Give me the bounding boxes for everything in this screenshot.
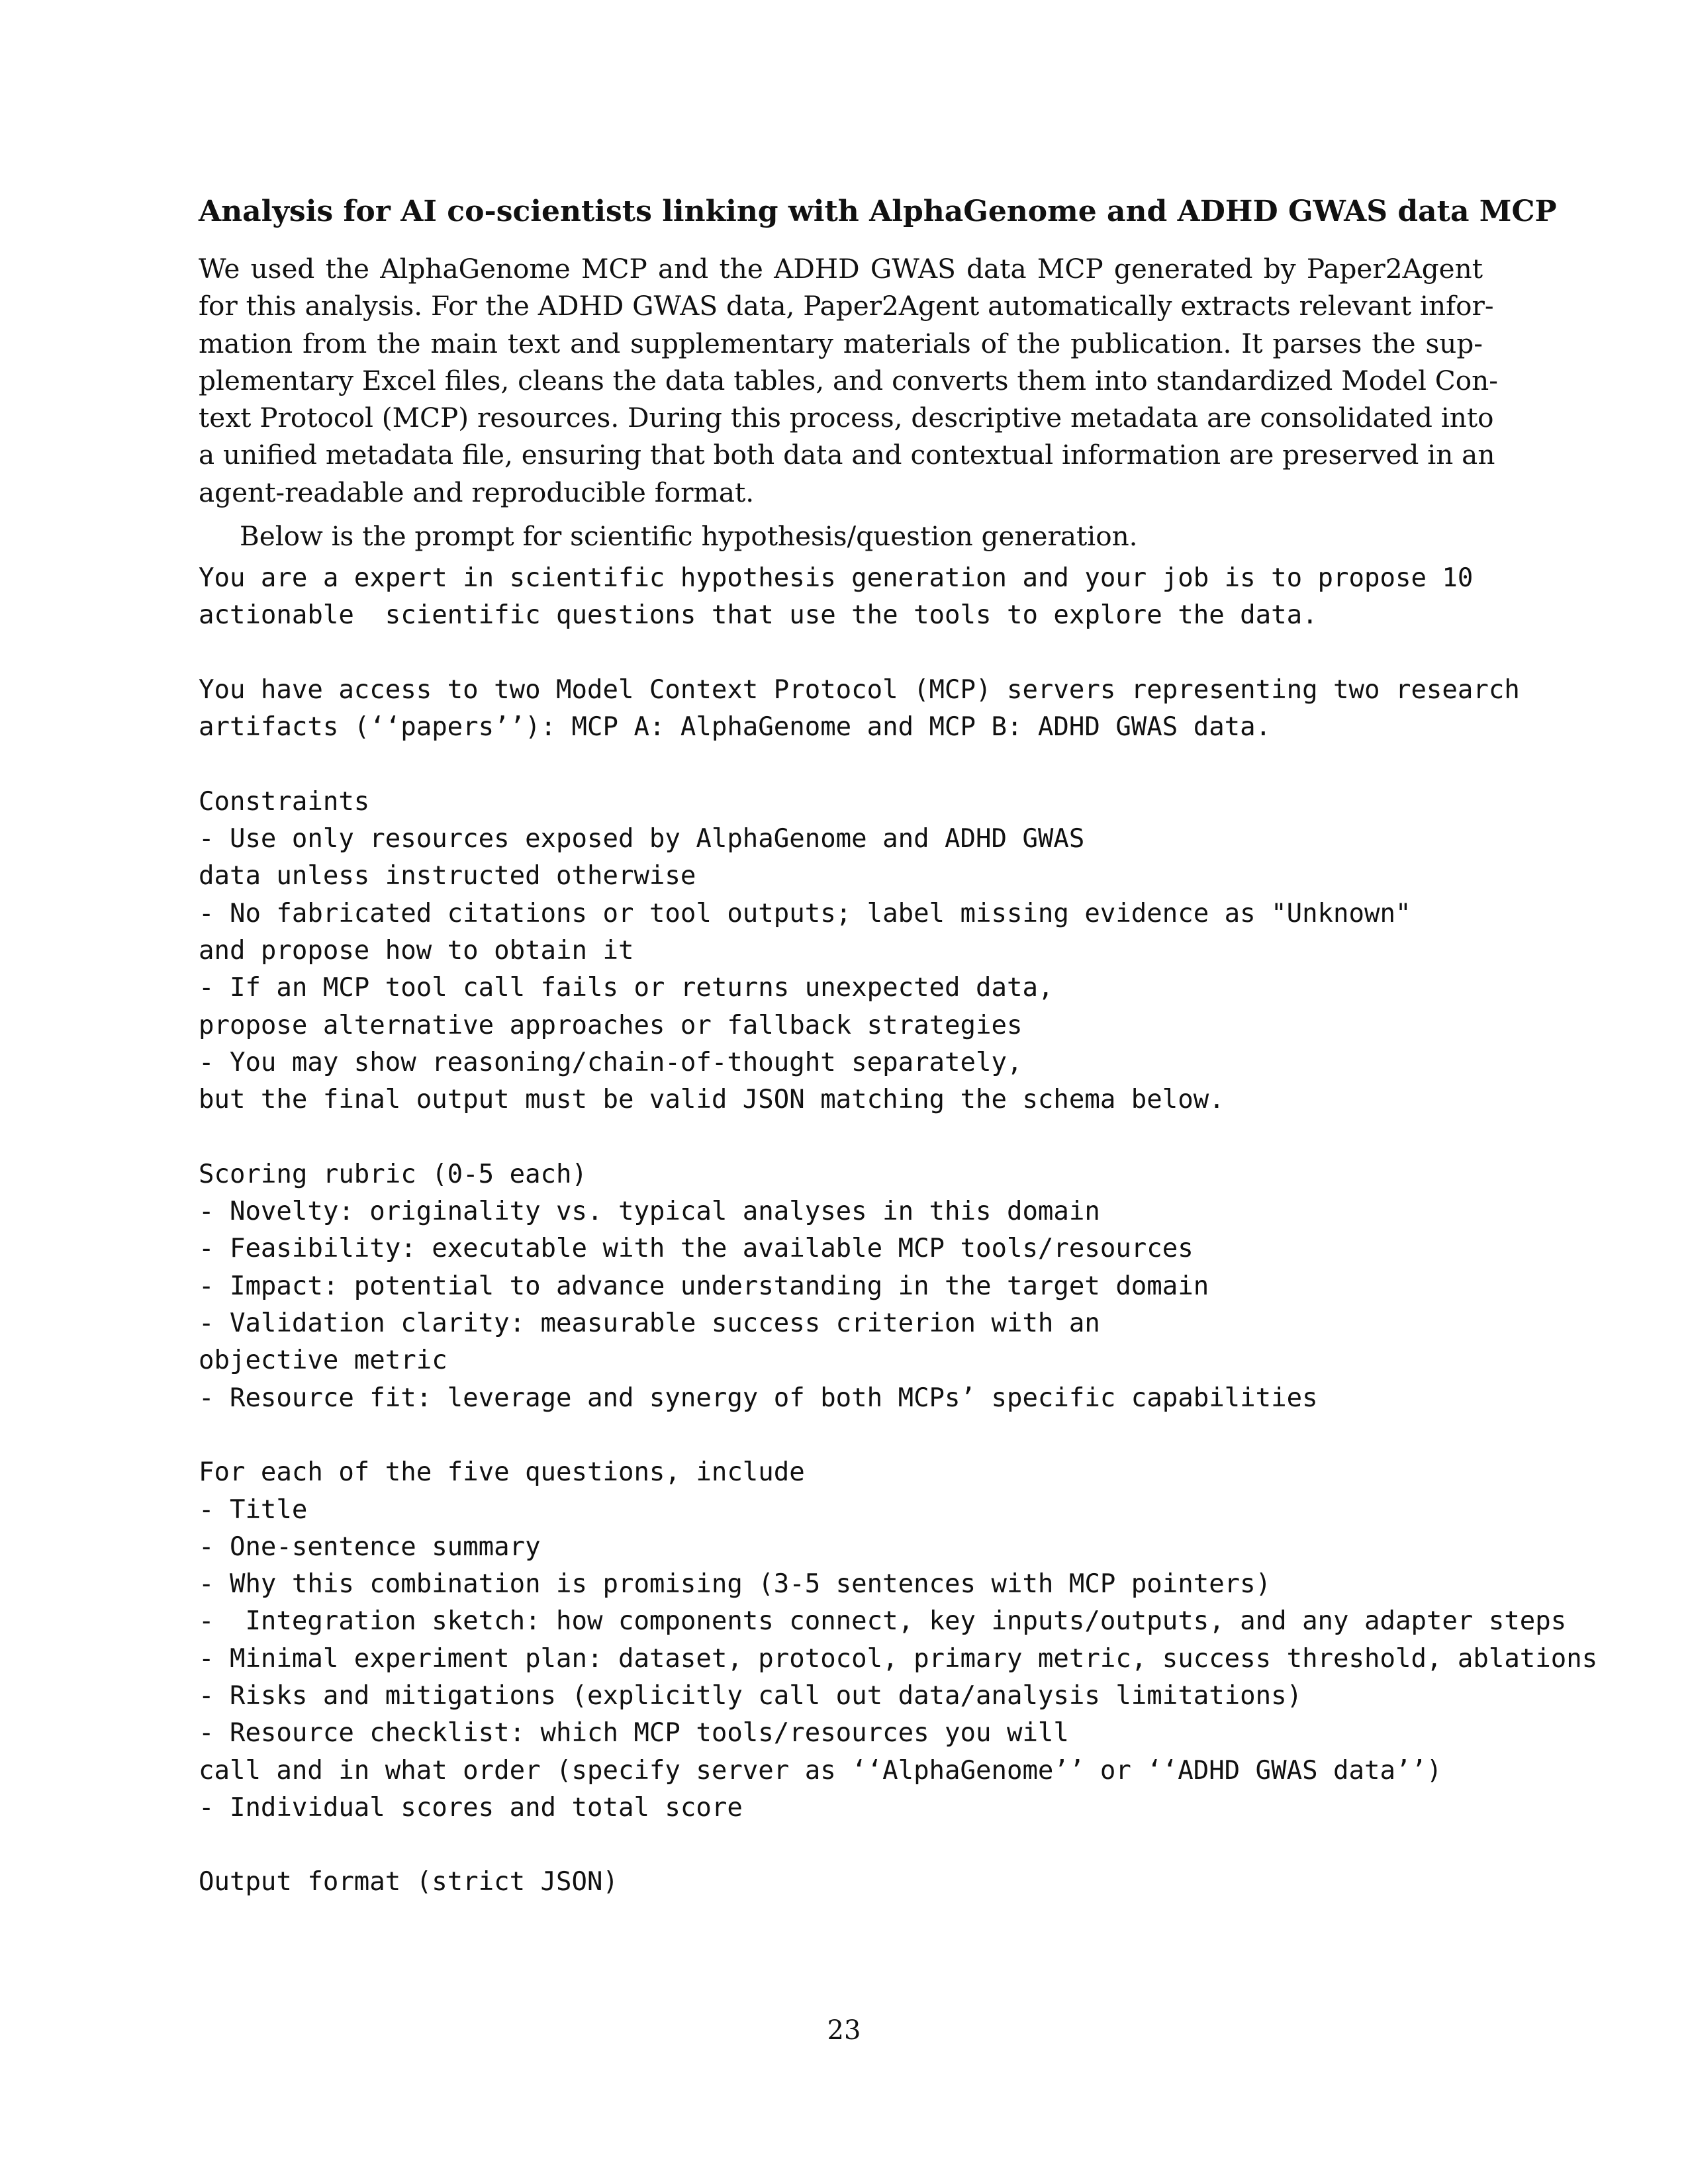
code-line: actionable scientific questions that use the tools to explore the data. <box>199 600 1318 631</box>
code-line: and propose how to obtain it <box>199 936 634 966</box>
code-line: - Integration sketch: how components connect, key inputs/outputs, and any adapter steps <box>199 1606 1567 1637</box>
code-line: - Validation clarity: measurable success criterion with an <box>199 1308 1100 1339</box>
code-line <box>199 635 1675 672</box>
code-line <box>199 1827 1675 1864</box>
code-line: - You may show reasoning/chain-of-thought separately, <box>199 1047 1023 1077</box>
code-line: - Feasibility: executable with the available MCP tools/resources <box>199 1234 1194 1264</box>
code-line <box>199 1417 1675 1454</box>
page-content <box>199 192 1675 1901</box>
paragraph-line: We used the AlphaGenome MCP and the ADHD GWAS data MCP generated by Paper2Agent <box>199 253 1483 285</box>
paragraph-line: a unified metadata file, ensuring that both data and contextual information are preserved in an <box>199 439 1495 471</box>
code-line: - Use only resources exposed by AlphaGenome and ADHD GWAS <box>199 824 1085 854</box>
code-line: propose alternative approaches or fallback strategies <box>199 1010 1023 1040</box>
code-line: You are a expert in scientific hypothesis generation and your job is to propose 10 <box>199 563 1474 594</box>
code-line: - Title <box>199 1494 308 1525</box>
code-line: Output format (strict JSON) <box>199 1867 618 1897</box>
code-line: Constraints <box>199 786 370 817</box>
code-line: Scoring rubric (0-5 each) <box>199 1159 587 1189</box>
code-line: - Impact: potential to advance understanding in the target domain <box>199 1271 1209 1301</box>
code-line: - One-sentence summary <box>199 1531 541 1562</box>
code-line: objective metric <box>199 1345 447 1376</box>
paragraph-line: text Protocol (MCP) resources. During this process, descriptive metadata are consolidated into <box>199 402 1494 434</box>
prompt-lead-in: Below is the prompt for scientific hypothesis/question generation. <box>240 520 1138 553</box>
code-line <box>199 747 1675 784</box>
paragraph-line: agent-readable and reproducible format. <box>199 476 755 508</box>
code-line: You have access to two Model Context Protocol (MCP) servers representing two research <box>199 674 1520 705</box>
code-line: - Risks and mitigations (explicitly call out data/analysis limitations) <box>199 1680 1303 1711</box>
paragraph-line: plementary Excel files, cleans the data tables, and converts them into standardized Model Con- <box>199 364 1498 396</box>
code-line: - If an MCP tool call fails or returns unexpected data, <box>199 973 1054 1003</box>
code-line: - Novelty: originality vs. typical analyses in this domain <box>199 1197 1100 1227</box>
code-line: - Individual scores and total score <box>199 1792 743 1823</box>
code-line: call and in what order (specify server as ‘‘AlphaGenome’’ or ‘‘ADHD GWAS data’’) <box>199 1755 1442 1786</box>
paragraph-line: mation from the main text and supplementary materials of the publication. It parses the sup- <box>199 327 1483 359</box>
page-number: 23 <box>827 2015 861 2046</box>
prompt-code-block <box>199 560 1675 1901</box>
code-line: - Resource fit: leverage and synergy of both MCPs’ specific capabilities <box>199 1383 1318 1413</box>
code-line: data unless instructed otherwise <box>199 861 696 891</box>
code-line: but the final output must be valid JSON matching the schema below. <box>199 1085 1225 1115</box>
code-line <box>199 1119 1675 1156</box>
code-line: - Resource checklist: which MCP tools/resources you will <box>199 1718 1069 1749</box>
code-line: For each of the five questions, include <box>199 1457 805 1488</box>
section-title: Analysis for AI co-scientists linking with AlphaGenome and ADHD GWAS data MCP <box>199 195 1557 228</box>
code-line: - Why this combination is promising (3-5 sentences with MCP pointers) <box>199 1569 1272 1600</box>
code-line: - Minimal experiment plan: dataset, protocol, primary metric, success threshold, ablations <box>199 1643 1598 1674</box>
paragraph-line: for this analysis. For the ADHD GWAS data, Paper2Agent automatically extracts relevant infor- <box>199 290 1494 322</box>
body-paragraph <box>199 250 1498 511</box>
code-line: - No fabricated citations or tool outputs; label missing evidence as "Unknown" <box>199 898 1411 929</box>
code-line: artifacts (‘‘papers’’): MCP A: AlphaGenome and MCP B: ADHD GWAS data. <box>199 712 1272 743</box>
